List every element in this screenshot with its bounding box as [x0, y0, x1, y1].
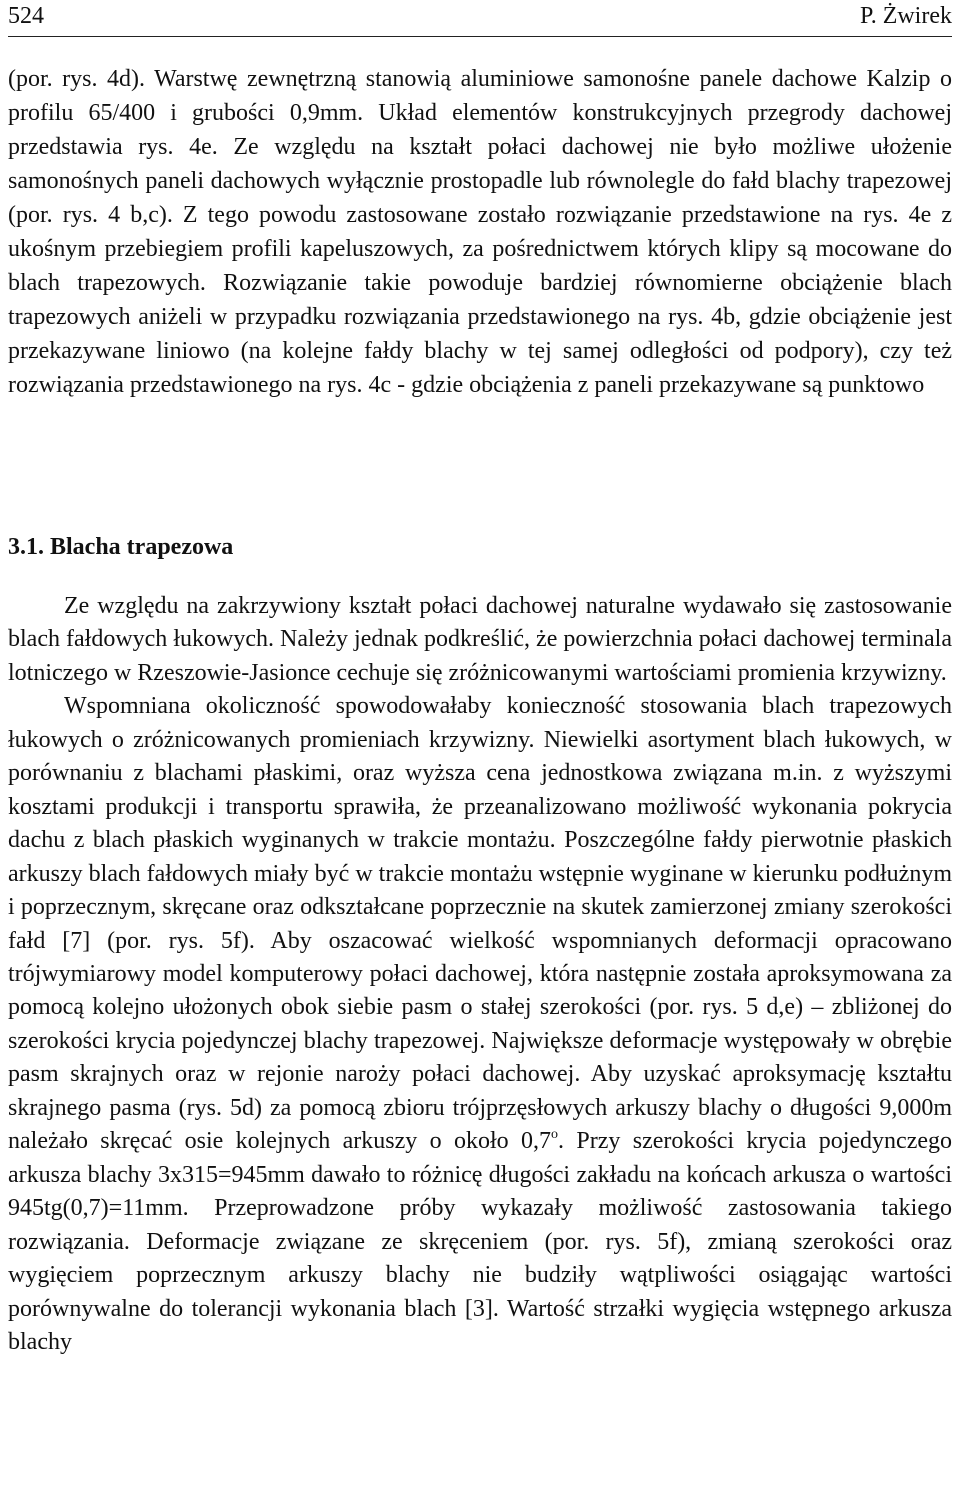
running-header: [8, 0, 952, 37]
degree-superscript: o: [551, 1127, 559, 1143]
paragraph-2-text-b: . Przy szerokości krycia pojedynczego arkusza blachy 3x315=945mm dawało to różnicę długości zakładu na końcach arkusza o wartości 945tg(0,7)=11mm. Przeprowadzone próby wykazały możliwość zastosowania takiego rozwiązania. Deformacje związane ze skręceniem (por. rys. 5f), zmianą szerokości oraz wygięciem poprzecznym arkuszy blachy nie budziły wątpliwości osiągając wartości porównywalne do tolerancji wykonania blach [3]. Wartość strzałki wygięcia wstępnego arkusza blachy: [8, 1128, 953, 1355]
paragraph-2-text-a: Wspomniana okoliczność spowodowałaby konieczność stosowania blach trapezowych łukowych o zróżnicowanych promieniach krzywizny. Niewielki asortyment blach łukowych, w porównaniu z blachami płaskimi, oraz wyższa cena jednostkowa związana m.in. z wyższymi kosztami produkcji i transportu sprawiła, że przeanalizowano możliwość wykonania pokrycia dachu z blach płaskich wyginanych w trakcie montażu. Poszczególne fałdy pierwotnie płaskich arkuszy blach fałdowych miały być w trakcie montażu wstępnie wyginane w kierunku podłużnym i poprzecznym, skręcane oraz odkształcane poprzecznie na skutek zamierzonej zmiany szerokości fałd [7] (por. rys. 5f). Aby oszacować wielkość wspomnianych deformacji opracowano trójwymiarowy model komputerowy połaci dachowej, która następnie została aproksymowana za pomocą kolejno ułożonych obok siebie pasm o stałej szerokości (por. rys. 5 d,e) – zbliżonej do szerokości krycia pojedynczej blachy trapezowej. Największe deformacje występowały w obrębie pasm skrajnych oraz w rejonie naroży połaci dachowej. Aby uzyskać aproksymację kształtu skrajnego pasma (rys. 5d) za pomocą zbioru trójprzęsłowych arkuszy blachy o długości 9,000m należało skręcać osie kolejnych arkuszy o około 0,7: [8, 693, 952, 1155]
section-heading: [8, 530, 952, 564]
section-body: [8, 590, 952, 1359]
paragraph-1: Ze względu na zakrzywiony kształt połaci dachowej naturalne wydawało się zastosowanie blach fałdowych łukowych. Należy jednak podkreślić, że powierzchnia połaci dachowej terminala lotniczego w Rzeszowie-Jasionce cechuje się zróżnicowanymi wartościami promienia krzywizny.: [8, 593, 952, 686]
intro-block: [8, 62, 952, 402]
paragraph-2: [8, 690, 952, 1359]
section-number: 3.1.: [8, 534, 44, 560]
intro-paragraph: (por. rys. 4d). Warstwę zewnętrzną stanowią aluminiowe samonośne panele dachowe Kalzip o profilu 65/400 i grubości 0,9mm. Układ elementów konstrukcyjnych przegrody dachowej przedstawia rys. 4e. Ze względu na kształt połaci dachowej nie było możliwe ułożenie samonośnych paneli dachowych wyłącznie prostopadle lub równolegle do fałd blachy trapezowej (por. rys. 4 b,c). Z tego powodu zastosowane zostało rozwiązanie przedstawione na rys. 4e z ukośnym przebiegiem profili kapeluszowych, za pośrednictwem których klipy są mocowane do blach trapezowych. Rozwiązanie takie powoduje bardziej równomierne obciążenie blach trapezowych aniżeli w przypadku rozwiązania przedstawionego na rys. 4b, gdzie obciążenie jest przekazywane liniowo (na kolejne fałdy blachy w tej samej odległości od podpory), czy też rozwiązania przedstawionego na rys. 4c - gdzie obciążenia z paneli przekazywane są punktowo: [8, 66, 952, 398]
section-title: Blacha trapezowa: [50, 534, 234, 560]
running-header-author: P. Żwirek: [860, 3, 952, 29]
page-number: 524: [8, 3, 44, 29]
